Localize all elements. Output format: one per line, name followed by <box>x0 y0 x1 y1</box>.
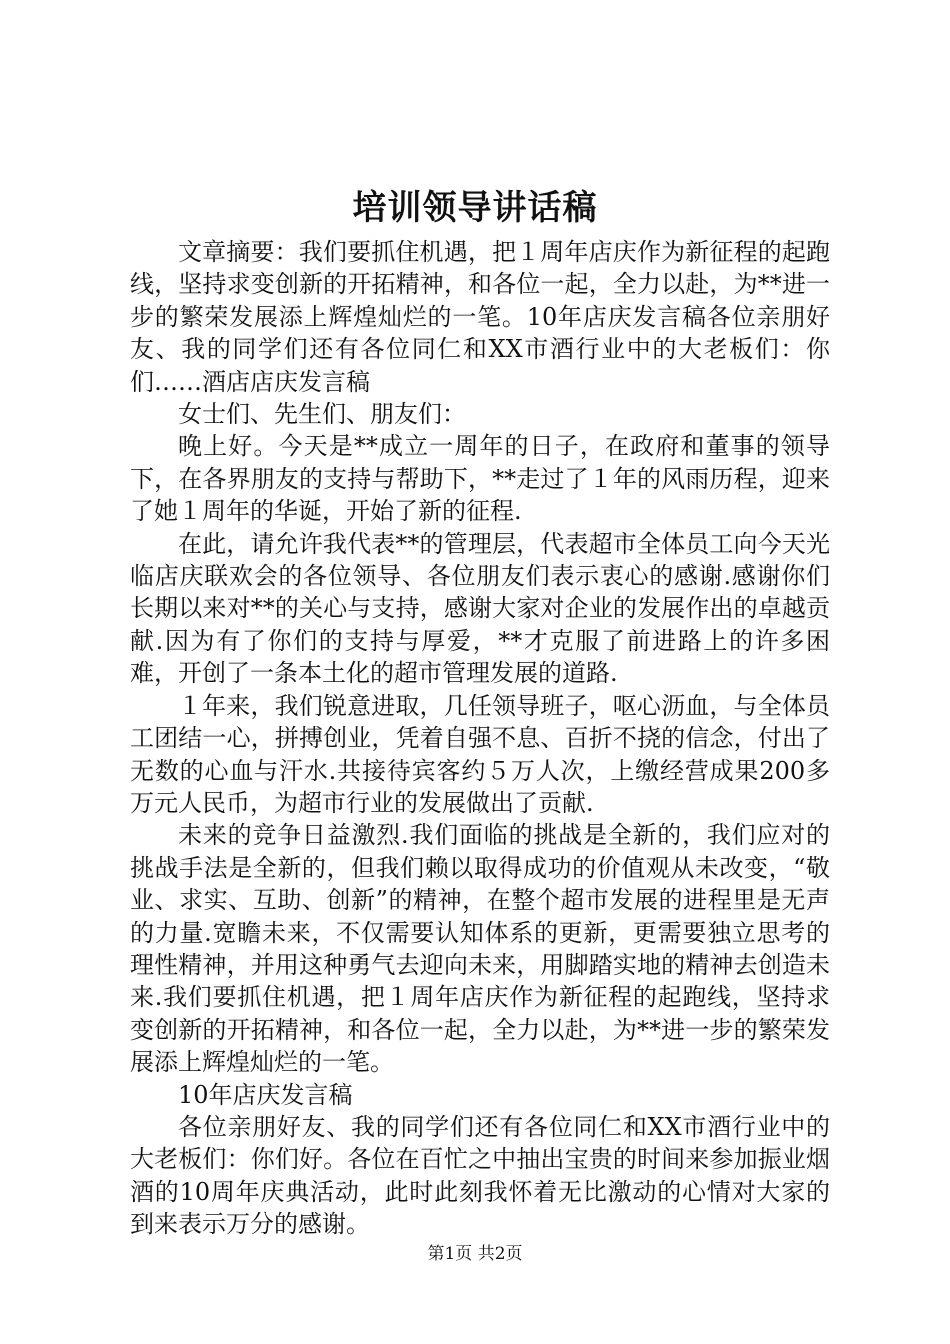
paragraph-greeting: 晚上好。今天是**成立一周年的日子，在政府和董事的领导下，在各界朋友的支持与帮助下，**走过了１年的风雨历程，迎来了她１周年的华诞，开始了新的征程. <box>130 432 830 526</box>
page-number-footer: 第1页 共2页 <box>427 1244 523 1264</box>
paragraph-achievements: １年来，我们锐意进取，几任领导班子，呕心沥血，与全体员工团结一心，拼搏创业，凭着自强不息、百折不挠的信念，付出了无数的心血与汗水.共接待宾客约５万人次，上缴经营成果200多万元人民币，为超市行业的发展做出了贡献. <box>130 691 830 817</box>
paragraph-thanks: 在此，请允许我代表**的管理层，代表超市全体员工向今天光临店庆联欢会的各位领导、各位朋友们表示衷心的感谢.感谢你们长期以来对**的关心与支持，感谢大家对企业的发展作出的卓越贡献.因为有了你们的支持与厚爱，**才克服了前进路上的许多困难，开创了一条本土化的超市管理发展的道路. <box>130 529 830 688</box>
paragraph-abstract: 文章摘要：我们要抓住机遇，把１周年店庆作为新征程的起跑线，坚持求变创新的开拓精神，和各位一起，全力以赴，为**进一步的繁荣发展添上辉煌灿烂的一笔。10年店庆发言稿各位亲朋好友、我的同学们还有各位同仁和XX市酒行业中的大老板们：你们……酒店店庆发言稿 <box>130 238 830 396</box>
paragraph-salutation: 女士们、先生们、朋友们： <box>178 400 466 429</box>
document-body <box>130 236 830 1241</box>
paragraph-future: 未来的竞争日益激烈.我们面临的挑战是全新的，我们应对的挑战手法是全新的，但我们赖以取得成功的价值观从未改变，“敬业、求实、互助、创新”的精神，在整个超市发展的进程里是无声的力量.宽瞻未来，不仅需要认知体系的更新，更需要独立思考的理性精神，并用这种勇气去迎向未来，用脚踏实地的精神去创造未来.我们要抓住机遇，把１周年店庆作为新征程的起跑线，坚持求变创新的开拓精神，和各位一起，全力以赴，为**进一步的繁荣发展添上辉煌灿烂的一笔。 <box>130 821 830 1077</box>
paragraph-anniversary-speech: 各位亲朋好友、我的同学们还有各位同仁和XX市酒行业中的大老板们：你们好。各位在百忙之中抽出宝贵的时间来参加振业烟酒的10周年庆典活动，此时此刻我怀着无比激动的心情对大家的到来表示万分的感谢。 <box>130 1112 830 1239</box>
document-title: 培训领导讲话稿 <box>352 188 598 228</box>
paragraph-subheading: 10年店庆发言稿 <box>178 1080 353 1109</box>
